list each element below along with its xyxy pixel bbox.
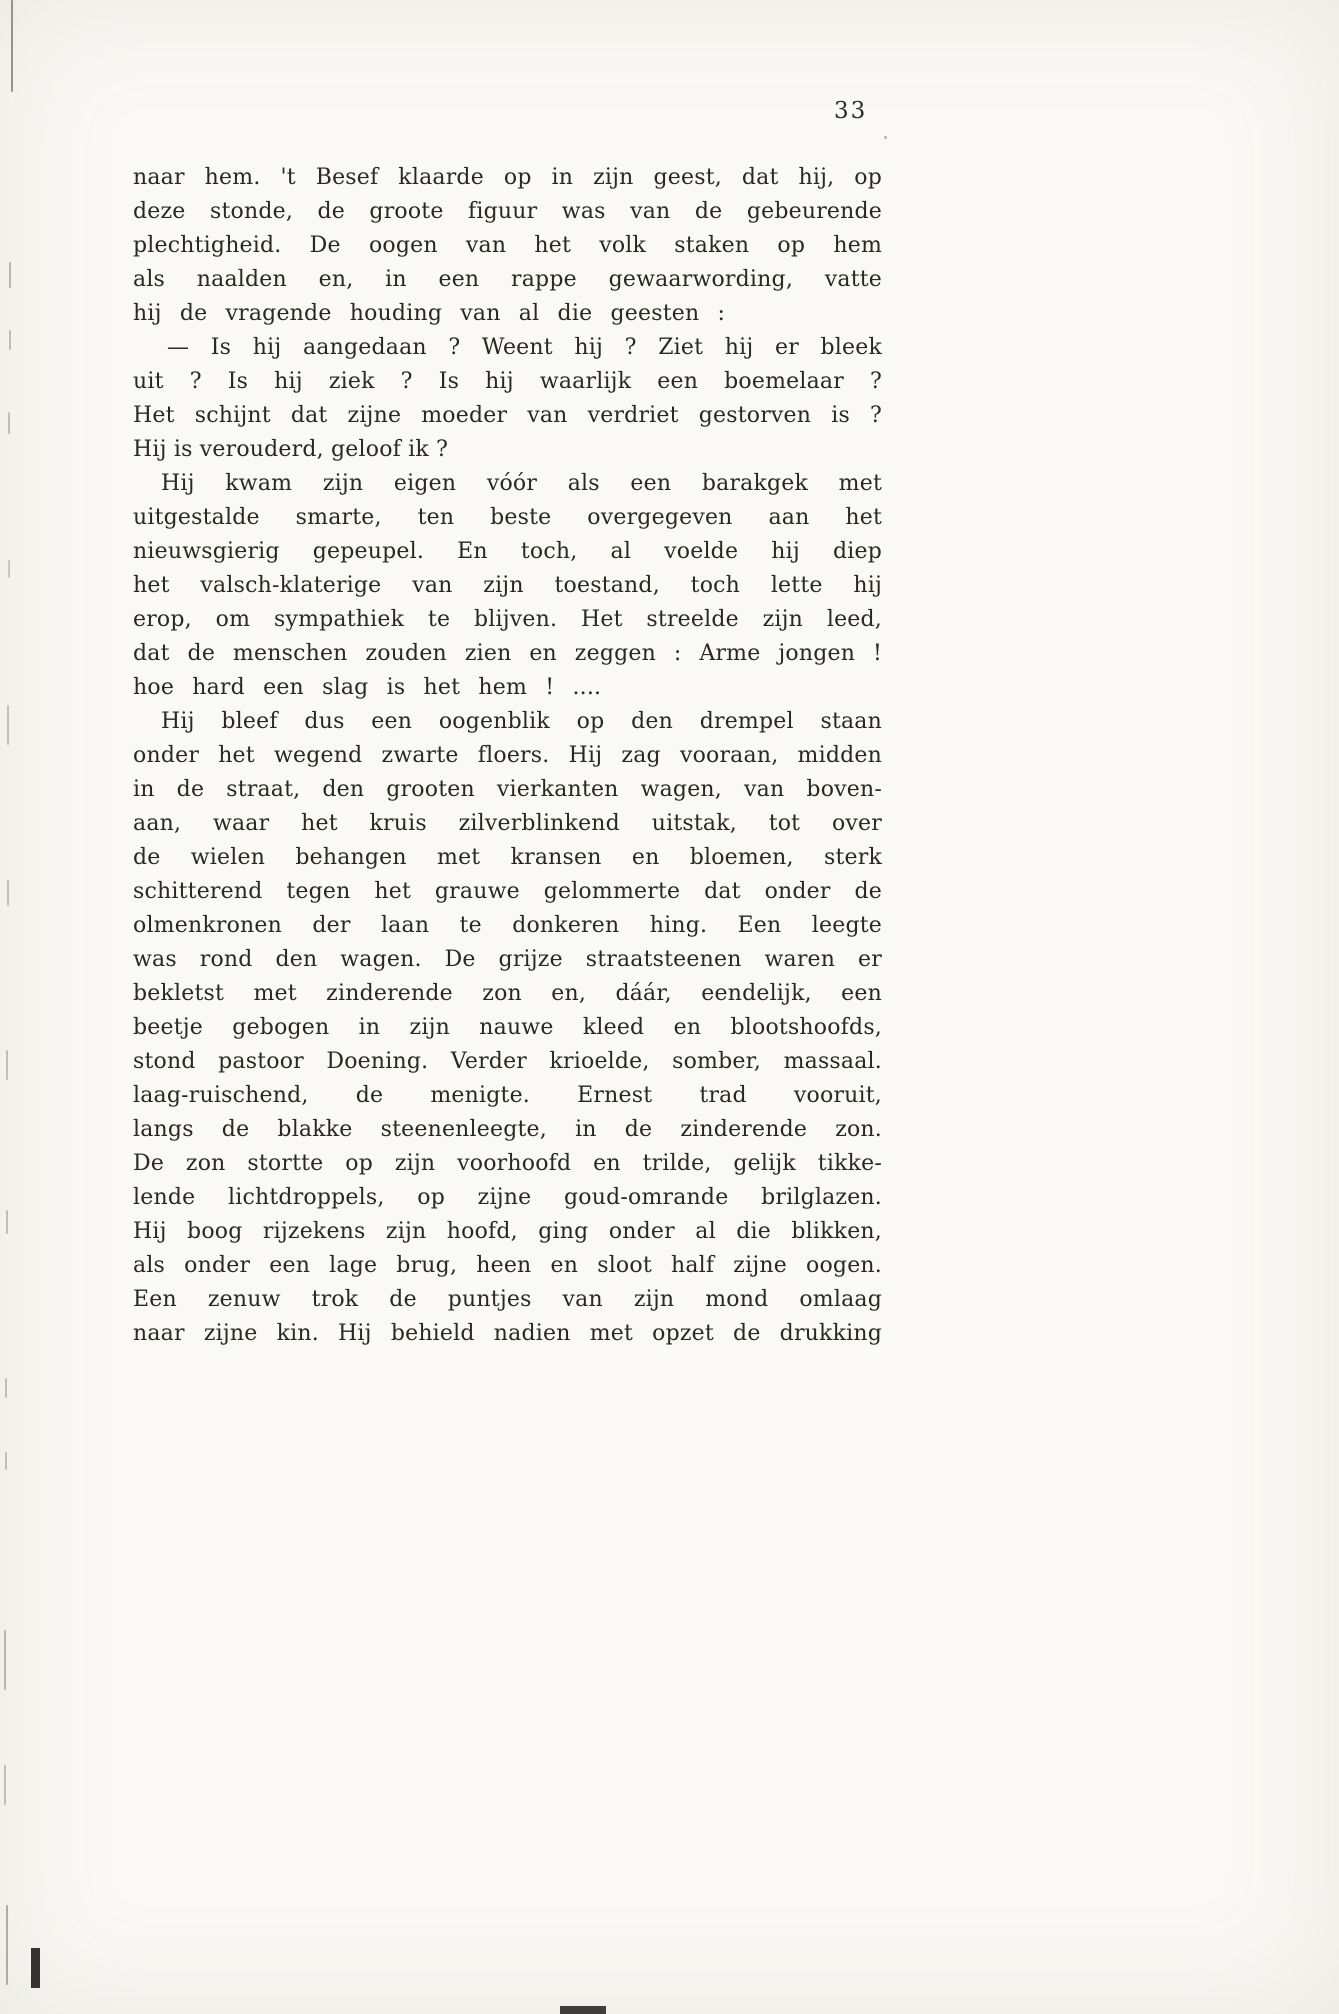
text-line: bekletst met zinderende zon en, dáár, eendelijk, een xyxy=(133,981,882,1006)
text-line: — Is hij aangedaan ? Weent hij ? Ziet hij er bleek xyxy=(167,335,882,360)
scan-artifact xyxy=(4,1630,6,1690)
text-line: naar hem. 't Besef klaarde op in zijn geest, dat hij, op xyxy=(133,165,882,190)
text-line: onder het wegend zwarte floers. Hij zag vooraan, midden xyxy=(133,743,882,768)
scan-artifact xyxy=(4,1765,6,1805)
text-line: lende lichtdroppels, op zijne goud-omrande brilglazen. xyxy=(133,1185,882,1210)
text-line: Het schijnt dat zijne moeder van verdriet gestorven is ? xyxy=(133,403,882,428)
text-line: deze stonde, de groote figuur was van de gebeurende xyxy=(133,199,882,224)
text-line: dat de menschen zouden zien en zeggen : Arme jongen ! xyxy=(133,641,882,666)
text-line: hoe hard een slag is het hem ! .... xyxy=(133,675,602,700)
paragraph xyxy=(133,467,882,705)
text-line: schitterend tegen het grauwe gelommerte dat onder de xyxy=(133,879,882,904)
text-line: laag-ruischend, de menigte. Ernest trad vooruit, xyxy=(133,1083,882,1108)
scan-artifact xyxy=(9,262,11,288)
text-line: uit ? Is hij ziek ? Is hij waarlijk een boemelaar ? xyxy=(133,369,882,394)
paragraph xyxy=(133,331,882,467)
scan-artifact xyxy=(6,1210,8,1234)
paragraph xyxy=(133,161,882,331)
text-line: hij de vragende houding van al die geesten : xyxy=(133,301,726,326)
text-line: aan, waar het kruis zilverblinkend uitstak, tot over xyxy=(133,811,882,836)
text-line: stond pastoor Doening. Verder krioelde, somber, massaal. xyxy=(133,1049,882,1074)
scan-artifact xyxy=(884,136,887,139)
text-block xyxy=(133,161,882,1351)
text-line: het valsch-klaterige van zijn toestand, toch lette hij xyxy=(133,573,882,598)
text-line: Een zenuw trok de puntjes van zijn mond omlaag xyxy=(133,1287,882,1312)
paragraph xyxy=(133,705,882,1351)
text-line: als naalden en, in een rappe gewaarwording, vatte xyxy=(133,267,882,292)
text-line: in de straat, den grooten vierkanten wagen, van boven- xyxy=(133,777,882,802)
text-line: Hij is verouderd, geloof ik ? xyxy=(133,437,449,462)
scan-artifact xyxy=(8,560,10,578)
text-line: was rond den wagen. De grijze straatsteenen waren er xyxy=(133,947,882,972)
text-line: langs de blakke steenenleegte, in de zinderende zon. xyxy=(133,1117,882,1142)
scan-artifact xyxy=(7,705,9,745)
text-line: als onder een lage brug, heen en sloot half zijne oogen. xyxy=(133,1253,882,1278)
text-line: uitgestalde smarte, ten beste overgegeven aan het xyxy=(133,505,882,530)
text-line: naar zijne kin. Hij behield nadien met opzet de drukking xyxy=(133,1321,882,1346)
text-line: erop, om sympathiek te blijven. Het streelde zijn leed, xyxy=(133,607,882,632)
scan-artifact xyxy=(6,1050,8,1080)
scan-artifact xyxy=(31,1948,40,1988)
text-line: de wielen behangen met kransen en bloemen, sterk xyxy=(133,845,882,870)
scan-artifact xyxy=(6,1905,8,1985)
scan-artifact xyxy=(5,1452,7,1470)
text-line: plechtigheid. De oogen van het volk staken op hem xyxy=(133,233,882,258)
scan-artifact xyxy=(5,1378,7,1398)
scan-artifact xyxy=(9,330,11,350)
text-line: Hij boog rijzekens zijn hoofd, ging onder al die blikken, xyxy=(133,1219,882,1244)
text-line: De zon stortte op zijn voorhoofd en trilde, gelijk tikke- xyxy=(133,1151,882,1176)
text-line: Hij bleef dus een oogenblik op den drempel staan xyxy=(161,709,882,734)
text-line: Hij kwam zijn eigen vóór als een barakgek met xyxy=(161,471,882,496)
scan-artifact xyxy=(11,0,13,92)
text-line: olmenkronen der laan te donkeren hing. Een leegte xyxy=(133,913,882,938)
scan-artifact xyxy=(8,412,10,434)
scan-artifact xyxy=(7,880,9,906)
page-number: 33 xyxy=(834,98,868,124)
text-line: beetje gebogen in zijn nauwe kleed en blootshoofds, xyxy=(133,1015,882,1040)
scan-artifact xyxy=(560,2006,606,2014)
text-line: nieuwsgierig gepeupel. En toch, al voelde hij diep xyxy=(133,539,882,564)
